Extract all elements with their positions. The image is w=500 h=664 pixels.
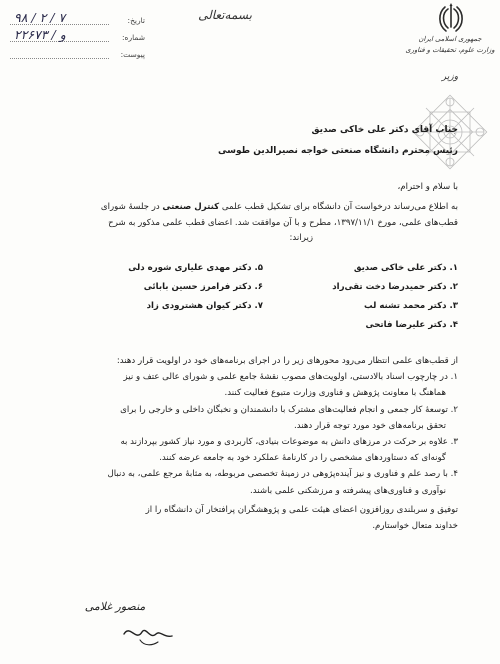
approval-line-2: قطب‌های علمی، مورخ ۱۳۹۷/۱۱/۱، مطرح و با آن موافقت شد. اعضای قطب علمی مذکور به شرح: [108, 217, 458, 228]
signatory-name: منصور غلامی: [84, 600, 146, 613]
approval-line-1: به اطلاع می‌رساند درخواست آن دانشگاه برای تشکیل قطب علمی کنترل صنعتی در جلسهٔ شورای: [100, 202, 458, 212]
ministry-name: [405, 34, 495, 56]
attachment-label: پیوست:: [120, 50, 145, 59]
number-label: شماره:: [122, 33, 145, 42]
signature-scribble: [120, 620, 180, 650]
member-item: ۲. دکتر حمیدرضا دخت تقی‌راد: [332, 282, 458, 292]
recipient-name: جناب آقای دکتر علی خاکی صدیق: [311, 125, 458, 135]
recipient-title: رئیس محترم دانشگاه صنعتی خواجه نصیرالدین طوسی: [218, 146, 458, 156]
date-row: [10, 8, 145, 25]
closing-wish: توفیق و سربلندی روزافزون اعضای هیئت علمی و پژوهشگران پرافتخار آن دانشگاه را از خداوند متعال خواستارم.: [145, 504, 458, 532]
ministry-line-1: جمهوری اسلامی ایران: [418, 35, 482, 43]
approval-paragraph: [53, 200, 458, 247]
member-item: ۷. دکتر کیوان هشترودی زاد: [146, 301, 263, 311]
member-item: ۱. دکتر علی خاکی صدیق: [353, 263, 458, 273]
priority-item-1: ۱. در چارچوب اسناد بالادستی، اولویت‌های مصوب نقشهٔ جامع علمی و شورای عالی عتف و نیز هماهنگ با معاونت پژوهش و فناوری وزارت متبوع فعالیت کنند.: [123, 372, 458, 399]
date-value: ۹۸ / ۲ / ۷: [14, 10, 66, 25]
minister-title: وزیر: [441, 72, 459, 82]
priorities-intro: از قطب‌های علمی انتظار می‌رود محورهای زیر را در اجرای برنامه‌های خود در اولویت قرار دهند:: [116, 356, 458, 366]
approval-line-3: زیر‌اند:: [289, 233, 313, 243]
attachment-row: [10, 42, 145, 59]
iran-emblem-icon: [436, 3, 466, 35]
member-item: ۶. دکتر فرامرز حسین بابائی: [143, 282, 263, 292]
member-item: ۴. دکتر علیرضا فاتحی: [365, 320, 458, 330]
priority-item-3: ۳. علاوه بر حرکت در مرزهای دانش به موضوعات بنیادی، کاربردی و مورد نیاز کشور بپردازند به گونه‌ای که دستاوردهای مشخصی را در کارنامهٔ عملکرد خود به جامعه عرضه کنند.: [120, 437, 458, 464]
member-item: ۳. دکتر محمد تشنه لب: [364, 301, 458, 311]
salutation: با سلام و احترام،: [397, 182, 458, 192]
priority-item-2: ۲. توسعهٔ کار جمعی و انجام فعالیت‌های مشترک با دانشمندان و نخبگان داخلی و خارجی را برای تحقق برنامه‌های خود مورد توجه قرار دهند.: [120, 404, 458, 431]
center-name-bold: کنترل صنعتی: [162, 202, 220, 212]
member-item: ۵. دکتر مهدی علیاری شوره دلی: [128, 263, 263, 273]
ministry-line-2: وزارت علوم، تحقیقات و فناوری: [405, 46, 495, 54]
number-row: [10, 25, 145, 42]
priority-item-4: ۴. با رصد علم و فناوری و نیز آینده‌پژوهی در زمینهٔ تخصصی مربوطه، به مثابهٔ مرجع علمی، به دنبال نوآوری و فناوری‌های پیشرفته و مرزشکنی علمی باشند.: [107, 469, 458, 496]
priorities-section: [43, 353, 458, 534]
letter-metadata: [10, 8, 145, 59]
basmala-heading: بسمه‌تعالی: [198, 8, 252, 22]
number-value: ۲۲۶۷۳ / و: [14, 27, 66, 42]
date-label: تاریخ:: [127, 16, 145, 25]
